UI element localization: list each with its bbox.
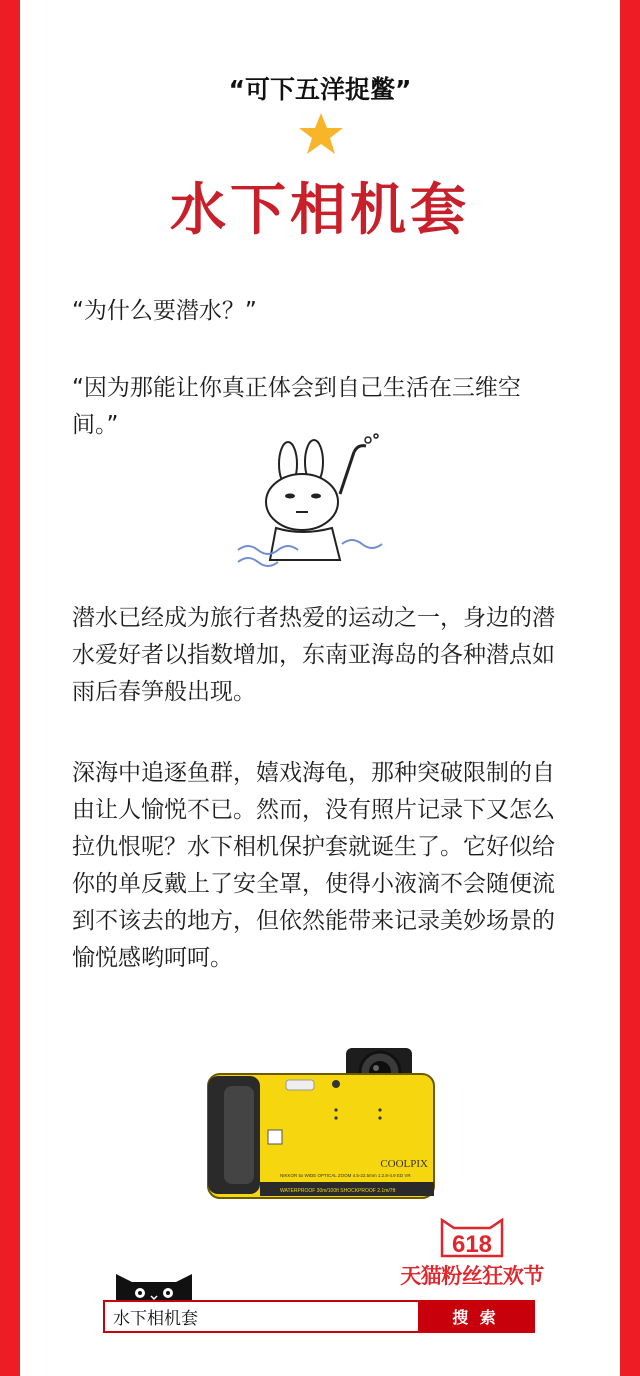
camera-brand: COOLPIX <box>380 1158 428 1170</box>
paragraph-diving-intro: 潜水已经成为旅行者热爱的运动之一，身边的潜水爱好者以指数增加，东南亚海岛的各种潜点如雨后春笋般出现。 <box>72 605 555 705</box>
camera-spec-line2: WATERPROOF 30m/100ft SHOCKPROOF 2.1m/7ft <box>280 1188 396 1194</box>
paragraph-question: “为什么要潜水？” <box>72 298 257 324</box>
search-input[interactable] <box>105 1302 418 1331</box>
rabbit-snorkel-sticker <box>236 432 384 572</box>
promo-number: 618 <box>451 1231 493 1258</box>
tmall-618-icon <box>396 1216 548 1262</box>
search-bar <box>103 1300 535 1333</box>
promo-text: 天猫粉丝狂欢节 <box>400 1264 544 1288</box>
camera-spec-line1: NIKKOR 5x WIDE OPTICAL ZOOM 4.5-22.5mm 1:2.8-4.9 ED VR <box>280 1173 411 1178</box>
subtitle-quote: “可下五洋捉鳖” <box>228 75 412 104</box>
star-icon <box>298 112 344 156</box>
page-title: 水下相机套 <box>170 177 470 243</box>
paragraph-diving-detail: 深海中追逐鱼群，嬉戏海龟，那种突破限制的自由让人愉悦不已。然而，没有照片记录下又怎么拉仇恨呢？水下相机保护套就诞生了。它好似给你的单反戴上了安全罩，使得小液滴不会随便流到不该去的地方，但依然能带来记录美妙场景的愉悦感哟呵呵。 <box>72 760 555 971</box>
promo-618-logo <box>396 1216 548 1292</box>
paragraph-answer: “因为那能让你真正体会到自己生活在三维空间。” <box>72 375 521 438</box>
search-button[interactable]: 搜 索 <box>418 1302 533 1331</box>
tmall-cat-icon <box>112 1270 196 1304</box>
